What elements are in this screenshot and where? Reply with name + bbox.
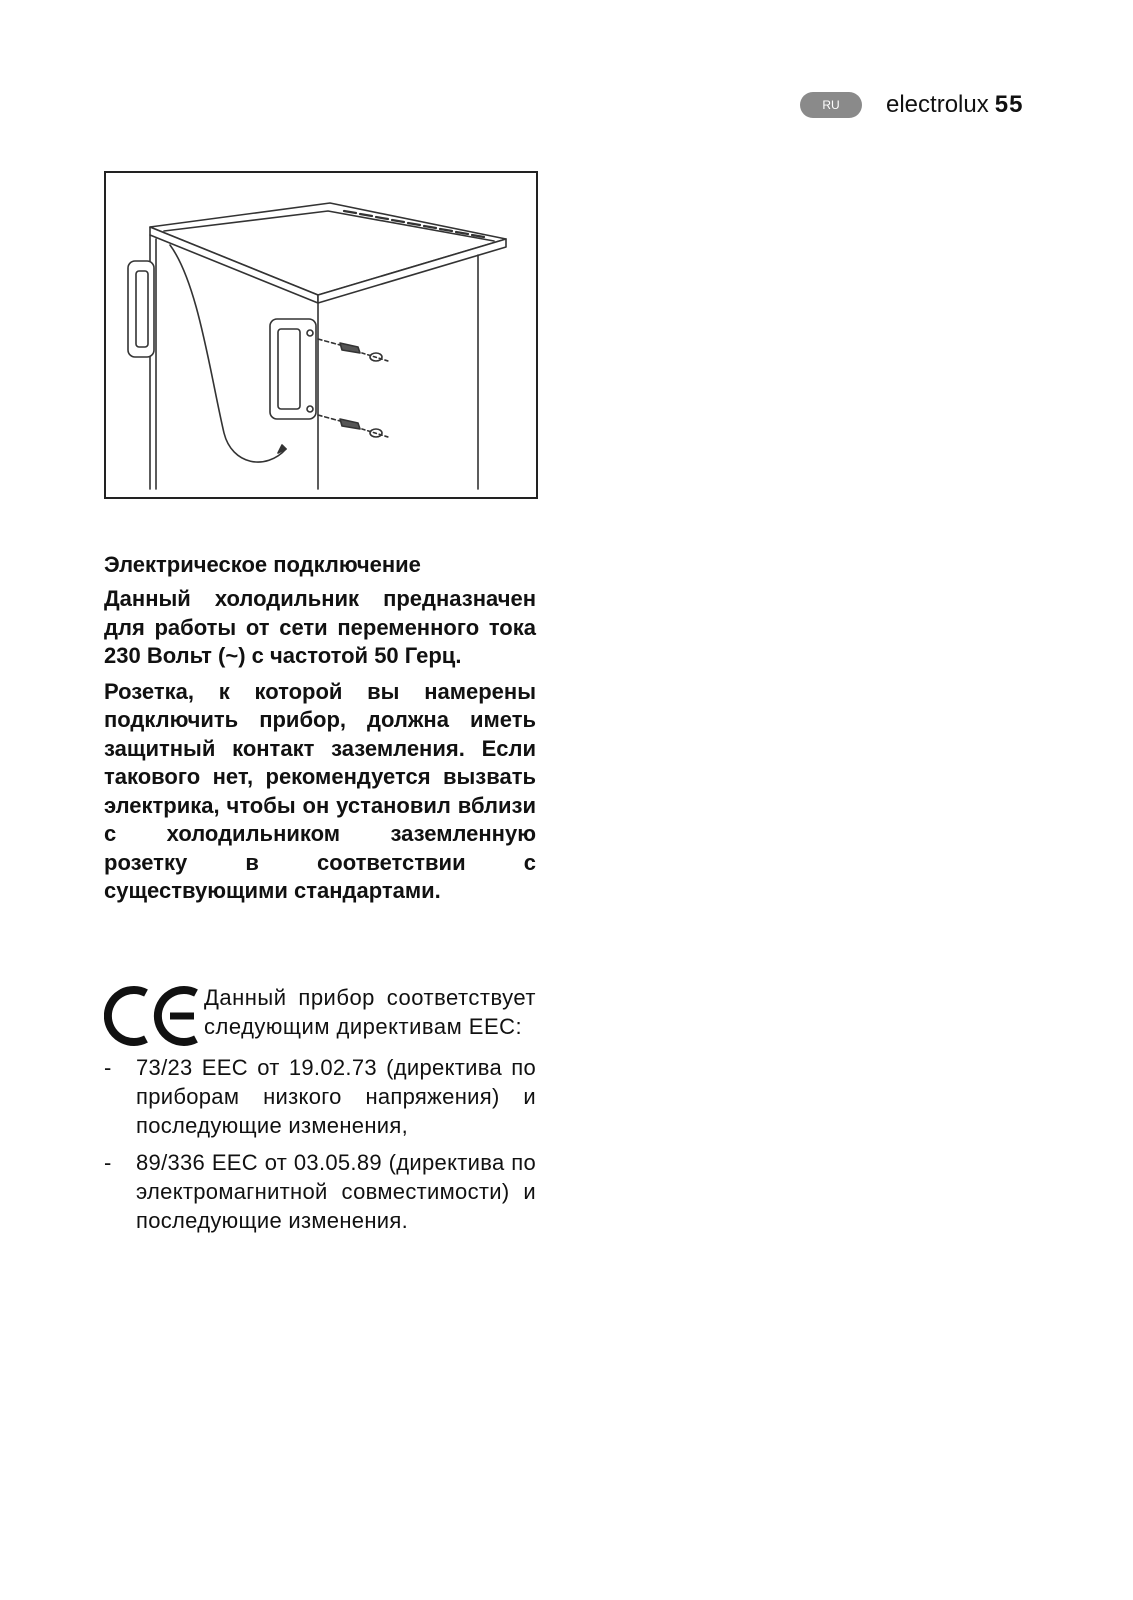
- list-item: [104, 1148, 536, 1235]
- list-item: [104, 1053, 536, 1140]
- fridge-illustration-icon: [106, 173, 536, 497]
- ce-mark-icon: [104, 985, 202, 1047]
- brand-line: [886, 88, 1023, 122]
- directive-text: 89/336 EEC от 03.05.89 (директива по электромагнитной совместимости) и последующие изменения.: [136, 1150, 536, 1233]
- ce-intro-text: Данный прибор соответствует следующим директивам EEC:: [204, 985, 536, 1039]
- electrical-connection-section: [104, 551, 536, 913]
- paragraph-grounding: Розетка, к которой вы намерены подключить прибор, должна иметь защитный контакт заземления. Если такового нет, рекомендуется вызвать электрика, чтобы он установил вблизи с холодильником заземленную розетку в соответствии с существующими стандартами.: [104, 678, 536, 903]
- paragraph-voltage: Данный холодильник предназначен для работы от сети переменного тока 230 Вольт (~) с частотой 50 Герц.: [104, 586, 536, 668]
- brand-name: electrolux: [886, 91, 989, 118]
- language-badge: RU: [800, 92, 862, 118]
- list-dash: -: [104, 1055, 112, 1080]
- directive-text: 73/23 EEC от 19.02.73 (директива по приборам низкого напряжения) и последующие изменения,: [136, 1055, 536, 1138]
- directive-list: [104, 1053, 536, 1235]
- section-title: Электрическое подключение: [104, 552, 421, 577]
- ce-compliance-section: [104, 983, 536, 1243]
- page-number: 55: [994, 91, 1024, 118]
- fridge-handle-illustration: [104, 171, 538, 499]
- page-header: [800, 88, 1040, 122]
- list-dash: -: [104, 1150, 112, 1175]
